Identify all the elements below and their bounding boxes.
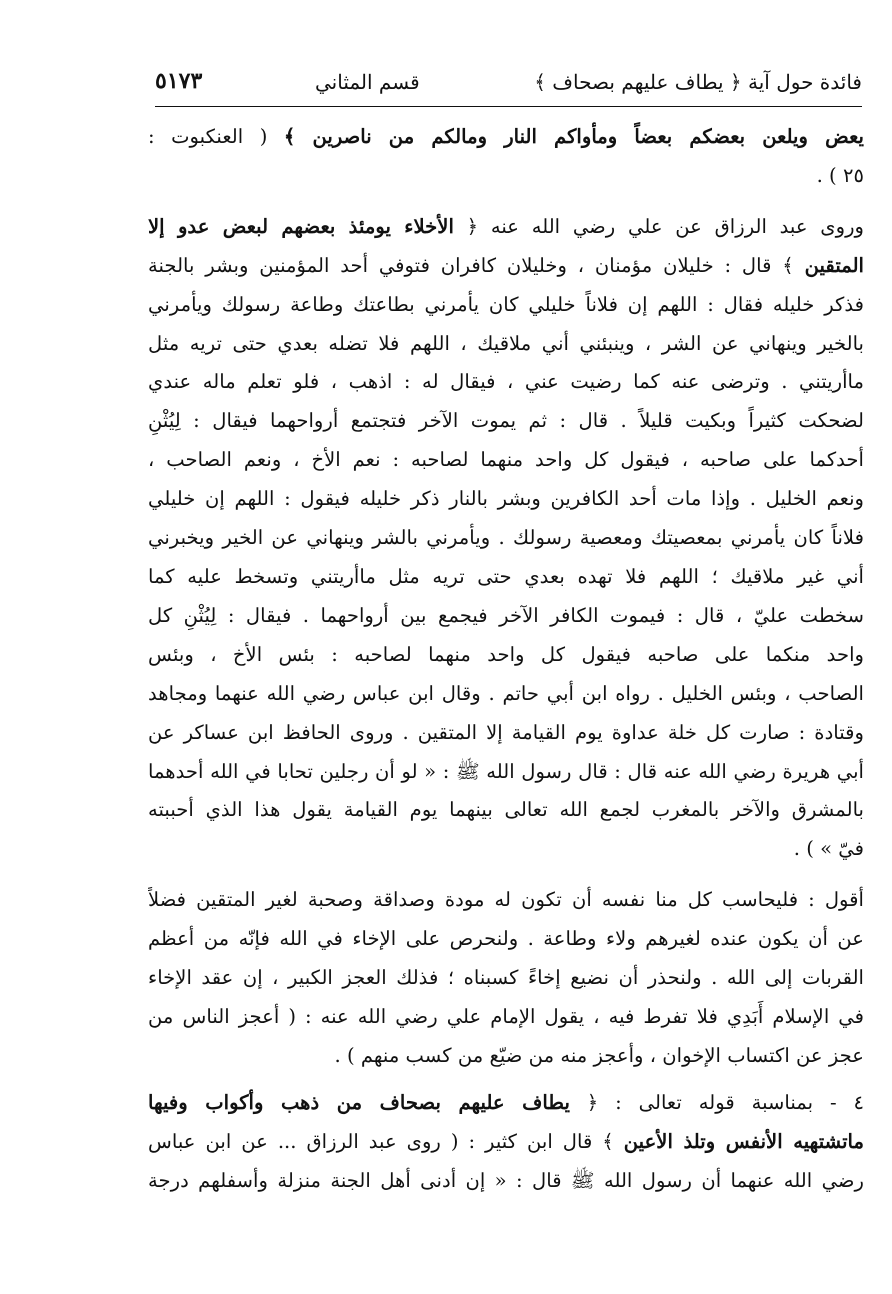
body-text: رضي الله عنهما أن رسول الله ﷺ قال : « إن أدنى أهل الجنة منزلة وأسفلهم درجة	[148, 1168, 864, 1192]
paragraph	[148, 881, 864, 1076]
page-number: ٥١٧٣	[155, 68, 203, 94]
body-text: بالمشرق والآخر بالمغرب لجمع الله تعالى بينهما يوم القيامة يقول هذا الذي أحببته	[148, 798, 864, 822]
body-text: ٤ - بمناسبة قوله تعالى : ﴿	[569, 1090, 864, 1114]
body-text: فذكر خليله فقال : اللهم إن فلاناً خليلي كان يأمرني بطاعتك وطاعة رسولك ويأمرني	[148, 292, 864, 316]
text-line	[148, 325, 864, 364]
text-line	[148, 636, 864, 675]
text-line	[148, 597, 864, 636]
text-line	[148, 118, 864, 157]
running-title: فائدة حول آية ﴿ يطاف عليهم بصحاف ﴾	[534, 70, 862, 94]
text-line	[148, 247, 864, 286]
body-text: أني غير ملاقيك ؛ اللهم فلا تهده بعدي حتى تريه مثل ماأريتني وتسخط عليه كما	[148, 564, 864, 588]
text-line	[148, 519, 864, 558]
body-text: ﴾ قال : خليلان مؤمنان ، وخليلان كافران فتوفي أحد المؤمنين وبشر بالجنة	[148, 253, 805, 277]
paragraph	[148, 118, 864, 196]
section-title: قسم المثاني	[315, 70, 420, 94]
text-line	[148, 1084, 864, 1123]
body-text: القربات إلى الله . ولنحذر أن نضيع إخاءً كسبناه ؛ فذلك العجز الكبير ، إن عقد الإخاء	[148, 966, 864, 990]
text-line	[148, 441, 864, 480]
running-header	[155, 70, 862, 104]
body-text: ماأريتني . وترضى عنه كما رضيت عني ، فيقال له : اذهب ، فلو تعلم ماله عندي	[148, 370, 864, 394]
text-line	[148, 157, 864, 196]
text-line	[148, 402, 864, 441]
text-line	[148, 959, 864, 998]
body-text: أبي هريرة رضي الله عنه قال : قال رسول الله ﷺ : « لو أن رجلين تحابا في الله أحدهما	[148, 759, 864, 783]
text-line	[148, 714, 864, 753]
text-line	[148, 881, 864, 920]
text-line	[148, 753, 864, 792]
text-line	[148, 480, 864, 519]
body-text: عن أن يكون عنده لغيرهم ولاء وطاعة . ولنحرص على الإخاء في الله فإنّه من أعظم	[148, 927, 864, 951]
body-text: فيّ » ) .	[793, 837, 864, 861]
body-text: ( العنكبوت :	[148, 125, 284, 148]
body-text: في الإسلام أَبَدِي فلا تفرط فيه ، يقول الإمام علي رضي الله عنه : ( أعجز الناس من	[148, 1004, 864, 1028]
text-line	[148, 1123, 864, 1162]
text-line	[148, 1162, 864, 1201]
body-text: أحدكما على صاحبه ، فيقول كل واحد منهما لصاحبه : نعم الأخ ، ونعم الصاحب ،	[148, 448, 864, 472]
text-line	[148, 1037, 864, 1076]
body-text: وقتادة : صارت كل خلة عداوة يوم القيامة إلا المتقين . وروى الحافظ ابن عساكر عن	[148, 720, 864, 744]
paragraph	[148, 208, 864, 869]
body-text: سخطت عليّ ، قال : فيموت الكافر الآخر فيجمع بين أرواحهما . فيقال : لِيُثْنِ كل	[148, 603, 864, 627]
quran-verse-text: ماتشتهيه الأنفس وتلذ الأعين	[623, 1129, 864, 1153]
quran-verse-text: يعض ويلعن بعضكم بعضاً ومأواكم النار ومالكم من ناصرين ﴾	[283, 125, 864, 148]
quran-verse-text: الأخلاء يومئذ بعضهم لبعض عدو إلا	[148, 214, 454, 238]
body-text: ﴾ قال ابن كثير : ( روى عبد الرزاق ... عن ابن عباس	[148, 1129, 624, 1153]
text-line	[148, 920, 864, 959]
body-text: أقول : فليحاسب كل منا نفسه أن تكون له مودة وصداقة وصحبة لغير المتقين فضلاً	[148, 888, 864, 912]
body-text: وروى عبد الرزاق عن علي رضي الله عنه ﴿	[453, 214, 864, 238]
body-text: واحد منكما على صاحبه فيقول كل واحد منهما لصاحبه : بئس الأخ ، وبئس	[148, 642, 864, 666]
text-line	[148, 830, 864, 869]
text-line	[148, 558, 864, 597]
page-body	[148, 118, 864, 1200]
text-line	[148, 286, 864, 325]
body-text: لضحكت كثيراً وبكيت قليلاً . قال : ثم يموت الآخر فتجتمع أرواحهما فيقال : لِيُثْنِ	[148, 409, 864, 433]
text-line	[148, 675, 864, 714]
text-line	[148, 208, 864, 247]
body-text: ٢٥ ) .	[816, 163, 864, 187]
text-line	[148, 363, 864, 402]
header-divider	[155, 106, 862, 107]
quran-verse-text: يطاف عليهم بصحاف من ذهب وأكواب وفيها	[148, 1090, 570, 1114]
text-line	[148, 791, 864, 830]
body-text: ونعم الخليل . وإذا مات أحد الكافرين وبشر بالنار ذكر خليله فيقول : اللهم إن خليلي	[148, 487, 864, 511]
body-text: عجز عن اكتساب الإخوان ، وأعجز منه من ضيّع من كسب منهم ) .	[334, 1043, 864, 1067]
body-text: بالخير وينهاني عن الشر ، وينبئني أني ملاقيك ، اللهم فلا تضله بعدي حتى تريه مثل	[148, 331, 864, 355]
body-text: الصاحب ، وبئس الخليل . رواه ابن أبي حاتم . وقال ابن عباس رضي الله عنهما ومجاهد	[148, 681, 864, 705]
quran-verse-text: المتقين	[804, 253, 864, 277]
paragraph	[148, 1084, 864, 1201]
body-text: فلاناً كان يأمرني بمعصيتك ومعصية رسولك . ويأمرني بالشر وينهاني عن الخير ويخبرني	[148, 526, 864, 550]
text-line	[148, 998, 864, 1037]
